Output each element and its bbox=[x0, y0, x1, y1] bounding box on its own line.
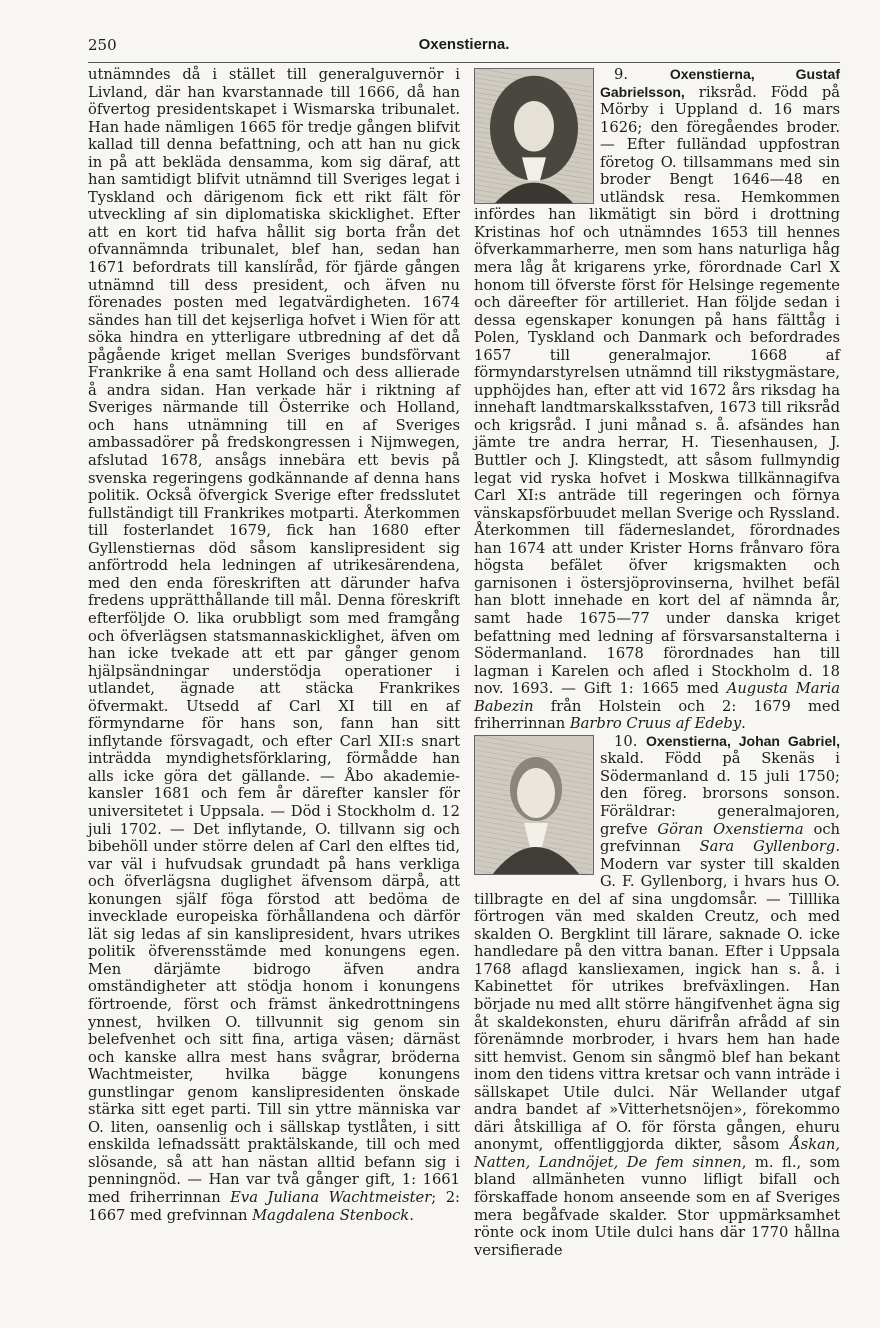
spouse-name: Augusta Maria Babezin bbox=[474, 680, 840, 715]
running-title: Oxenstierna. bbox=[418, 36, 510, 53]
entry-9 bbox=[474, 66, 840, 733]
running-head bbox=[88, 36, 840, 60]
entry-text: och grefvinnan bbox=[600, 820, 841, 856]
spouse-name: Barbro Cruus af Edeby bbox=[569, 715, 742, 733]
entry-text: från Holstein och 2: 1679 med friherrinnan bbox=[474, 697, 840, 733]
paragraph-text: . bbox=[409, 1206, 414, 1224]
entry-text: , m. fl., som bland allmänheten vunno lifligt bifall och förskaffade honom anseende som en af Sveriges mera begåfvade skalder. Stor uppmärksamhet rönte ock inom Utile dulci hans där 1770 hållna versifierade bbox=[474, 1153, 840, 1259]
page-number: 250 bbox=[88, 36, 117, 54]
entry-heading: Oxenstierna, Johan Gabriel, bbox=[646, 732, 841, 749]
work-titles: Åskan, Natten, Landnöjet, De fem sinnen bbox=[474, 1136, 840, 1171]
paragraph-text: ; 2: 1667 med grefvinnan bbox=[88, 1189, 460, 1224]
portrait-johan-gabriel bbox=[474, 735, 594, 875]
parent-name: Göran Oxenstierna bbox=[657, 820, 804, 838]
entry-text: riksråd. Född på Mörby i Uppland d. 16 mars 1626; den föregåendes broder. — Efter fulländad uppfostran företog O. tillsammans med sin broder Bengt 1646—48 en utländsk resa. Hemkommen infördes han likmätigt sin börd i drottning Kristinas hof och utnämndes 1653 till hennes öfverkammarherre, men som hans naturliga håg mera låg åt krigarens yrke, förordnade Carl X honom till öfverste först för Helsinge regemente och däreefter för artilleriet. Han följde sedan i dessa egenskaper konungen på hans fälttåg i Polen, Tyskland och Danmark och befordrades 1657 till generalmajor. 1668 af förmyndarstyrelsen utnämnd till rikstygmästare, upphöjdes han, efter att vid 1672 års riksdag ha innehaft landtmarskalksstafven, 1673 till riksråd och krigsråd. I juni månad s. å. afsändes han jämte tre andra herrar, H. Tiesenhausen, J. Buttler och J. Klingstedt, att såsom fullmyndig legat vid ryska hofvet i Moskwa tillkännagifva Carl XI:s anträde till regeringen och förnya vänskapsförbuudet mellan Sverige och Ryssland. Återkommen till fäderneslandet, förordnades han 1674 att under Krister Horns frånvaro föra högsta befälet öfver krigsmakten och garnisonen i östersjöprovinserna, hvilhet befäl han blott innehade en kort del af nämnda år, samt hade 1675—77 under danska kriget befattning med ledning af försvarsanstalterna i Södermanland. 1678 förordnades han till lagman i Karelen och afled i Stockholm d. 18 nov. 1693. — Gift 1: 1665 med bbox=[474, 83, 840, 698]
right-column bbox=[474, 66, 840, 1259]
spouse-name: Magdalena Stenbock bbox=[252, 1206, 410, 1224]
entry-heading: Oxenstierna, Gustaf Gabrielsson, bbox=[600, 66, 841, 100]
left-column bbox=[88, 66, 460, 1224]
entry-number: 9. bbox=[614, 66, 629, 83]
portrait-gustaf-gabrielsson bbox=[474, 68, 594, 204]
left-paragraph bbox=[88, 66, 460, 1224]
entry-text: . bbox=[741, 715, 746, 733]
header-rule bbox=[88, 62, 840, 63]
parent-name: Sara Gyllenborg bbox=[699, 838, 836, 856]
spouse-name: Eva Juliana Wachtmeister bbox=[230, 1189, 432, 1206]
entry-text: skald. Född på Skenäs i Södermanland d. 15 juli 1750; den föreg. brorsons sonson. Föräldrar: generalmajoren, grefve bbox=[600, 750, 840, 838]
entry-number: 10. bbox=[614, 732, 638, 750]
paragraph-text: utnämndes då i stället till generalguvernör i Livland, där han kvarstannade till 1666, då han öfvertog presidentskapet i Wismarska tribunalet. Han hade nämligen 1665 för tredje gången blifvit kallad till denna befattning, och att han nu gick in på att bekläda densamma, kom sig däraf, att han samtidigt blifvit utnämnd till Sveriges legat i Tyskland och därigenom fick ett rikt fält för utveckling af sin diplomatiska skicklighet. Efter att en kort tid hafva hållit sig borta från det ofvannämnda tribunalet, blef han, sedan han 1671 befordrats till kanslíråd, för fjärde gången utnämnd till dess president, och äfven nu förenades posten med legatvärdigheten. 1674 sändes han till det kejserliga hofvet i Wien för att söka hindra en ytterligare utbredning af det då pågående kriget mellan Sveriges bundsförvant Frankrike å ena samt Holland och dess allierade å andra sidan. Han verkade här i riktning af Sveriges närmande till Österrike och Holland, och hans utnämning till en af Sveriges ambassadörer på fredskongressen i Nijmwegen, afslutad 1678, ansågs innebära ett bevis på svenska regeringens godkännande af denna hans politik. Också öfvergick Sverige efter fredsslutet fullständigt till Frankrikes motparti. Återkommen till fosterlandet 1679, fick han 1680 efter Gyllenstiernas död såsom kanslipresident sig anförtrodd hela ledningen af utrikesärendena, med den enda föreskriften att därunder hafva fredens upprätthållande till mål. Denna föreskrift efterföljde O. lika orubbligt som med framgång och öfverlägsen statsmannaskicklighet, äfven om han icke tvekade att ett par gånger genom hjälpsändningar understödja operationer i utlandet, ägnade att stäcka Frankrikes öfvermakt. Utsedd af Carl XI till en af förmyndarne för hans son, fann han sitt inflytande försvagadt, och efter Carl XII:s snart inträdda myndighetsförklaring, förmådde han alls icke göra det gällande. — Åbo akademie-kansler 1681 och fem år därefter kansler för universitetet i Uppsala. — Död i Stockholm d. 12 juli 1702. — Det inflytande, O. tillvann sig och bibehöll under större delen af Carl den elftes tid, var väl i hufvudsak grundadt på hans verkliga och öfverlägsna duglighet äfvensom därpå, att konungen själf föga förstod att bedöma de invecklade europeiska förhållandena och därför lät sig ledas af sin kanslipresident, hvars utrikes politik öfverensstämde med konungens egen. Men därjämte bidrogo äfven andra omständigheter att stödja honom i konungens förtroende, först och främst änkedrottningens ynnest, hvilken O. tillvunnit sig genom sin belefvenhet och sitt fina, artiga väsen; därnäst och kanske allra mest hans svågrar, bröderna Wachtmeister, hvilka bägge konungens gunstlingar genom kanslipresidenten önskade stärka sitt eget parti. Till sin yttre människa var O. liten, oansenlig och i sällskap tystlåten, i sitt enskilda lefnadssätt praktälskande, till och med slösande, så att han nästan alltid befann sig i penningnöd. — Han var två gånger gift, 1: 1661 med friherrinnan bbox=[88, 66, 460, 1206]
entry-10 bbox=[474, 733, 840, 1259]
entry-text: . Modern var syster till skalden G. F. Gyllenborg, i hvars hus O. tillbragte en del af sina ungdomsår. — Tilllika förtrogen vän med skalden Creutz, och med skalden O. Bergklint till lärare, saknade O. icke handledare på den vittra banan. Efter i Uppsala 1768 aflagd kansliexamen, ingick han s. å. i Kabinettet för utrikes brefväxlingen. Han började nu med allt större hängifvenhet ägna sig åt skaldekonsten, ehuru därifrån afrådd af sin förenämnde morbroder, i hvars hem han hade sitt hemvist. Genom sin sångmö blef han bekant inom den tidens vittra kretsar och vann inträde i sällskapet Utile dulci. När Wellander utgaf andra bandet af »Vitterhetsnöjen», förekommo däri åtskilliga af O. för första gången, ehuru anonymt, offentliggjorda dikter, såsom bbox=[474, 838, 840, 1154]
